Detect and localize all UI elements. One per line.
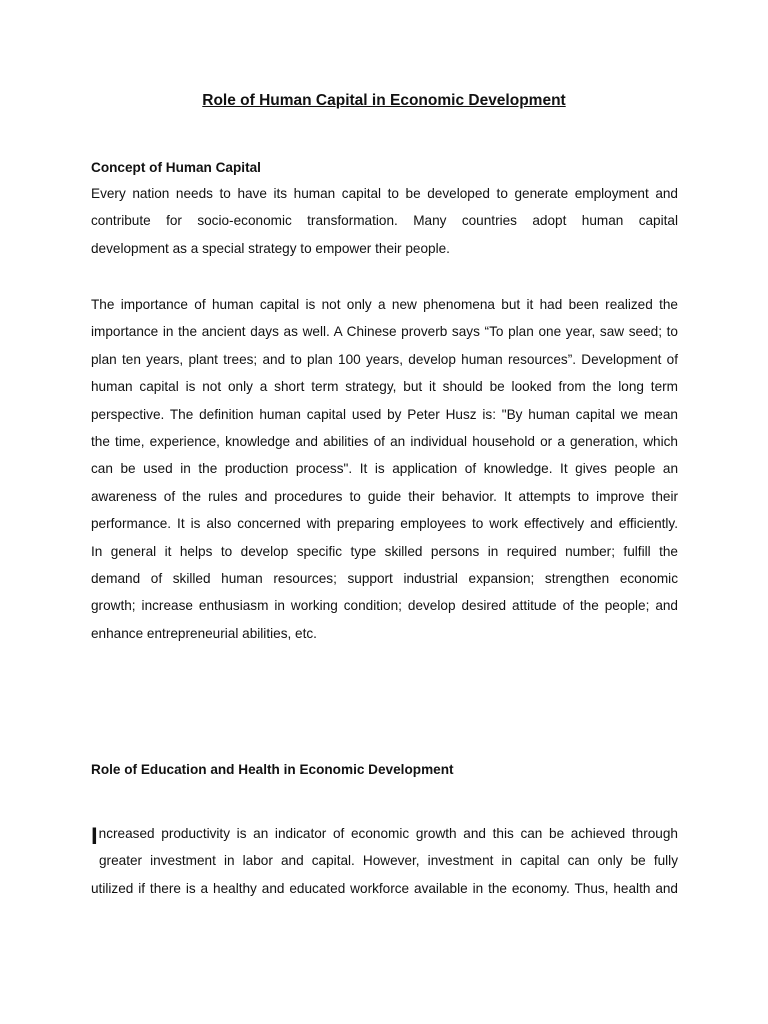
paragraph-intro	[91, 180, 678, 262]
text-line: human capital is not only a short term strategy, but it should be looked from the long term	[91, 379, 678, 395]
text-line: contribute for socio-economic transformation. Many countries adopt human capital	[91, 213, 678, 229]
text-line-rest: ncreased productivity is an indicator of economic growth and this can be achieved through	[98, 826, 678, 841]
document-title: Role of Human Capital in Economic Development	[202, 92, 566, 109]
text-line: The importance of human capital is not only a new phenomena but it had been realized the	[91, 297, 678, 312]
text-line: enhance entrepreneurial abilities, etc.	[91, 625, 317, 641]
text-line: awareness of the rules and procedures to guide their behavior. It attempts to improve their	[91, 488, 678, 504]
text-line: can be used in the production process". It is application of knowledge. It gives people an	[91, 461, 678, 477]
text-line: plan ten years, plant trees; and to plan 100 years, develop human resources”. Development of	[91, 351, 678, 367]
text-line: development as a special strategy to empower their people.	[91, 240, 450, 256]
paragraph-productivity	[91, 820, 678, 902]
text-line: utilized if there is a healthy and educated workforce available in the economy. Thus, health and	[91, 880, 678, 896]
section-heading-concept: Concept of Human Capital	[91, 160, 261, 175]
text-line: greater investment in labor and capital. However, investment in capital can only be fully	[99, 853, 678, 869]
text-line: importance in the ancient days as well. A Chinese proverb says “To plan one year, saw seed; to	[91, 324, 678, 340]
paragraph-importance	[91, 291, 678, 647]
text-line: the time, experience, knowledge and abilities of an individual household or a generation, which	[91, 433, 678, 449]
text-line: performance. It is also concerned with preparing employees to work effectively and efficiently.	[91, 516, 678, 532]
text-line: In general it helps to develop specific type skilled persons in required number; fulfill the	[91, 543, 678, 559]
text-line: Every nation needs to have its human capital to be developed to generate employment and	[91, 186, 678, 201]
text-line: perspective. The definition human capital used by Peter Husz is: "By human capital we mean	[91, 406, 678, 422]
text-line: demand of skilled human resources; support industrial expansion; strengthen economic	[91, 570, 678, 586]
text-line: growth; increase enthusiasm in working condition; develop desired attitude of the people; and	[91, 598, 678, 614]
text-line-with-dropcap	[91, 820, 678, 850]
drop-cap: I	[91, 823, 98, 850]
section-heading-education-health: Role of Education and Health in Economic Development	[91, 762, 454, 777]
